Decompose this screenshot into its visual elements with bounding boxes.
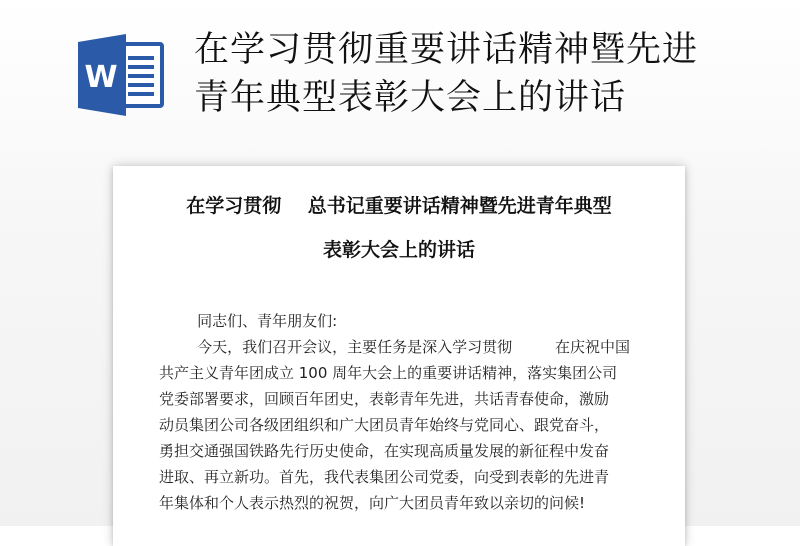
header [0,0,800,150]
document-page [113,166,685,546]
document-title [113,184,685,272]
document-title-line-2: 表彰大会上的讲话 [322,239,475,261]
header-title [194,26,754,122]
header-title-line-2: 青年典型表彰大会上的讲话 [194,78,627,118]
body-line: 动员集团公司各级团组织和广大团员青年始终与党同心、跟党奋斗， [159,416,610,434]
body-line: 今天，我们召开会议，主要任务是深入学习贯彻 在庆祝中国 [159,338,631,356]
body-line: 年集体和个人表示热烈的祝贺，向广大团员青年致以亲切的问候! [159,494,586,512]
body-line: 勇担交通强国铁路先行历史使命，在实现高质量发展的新征程中发奋 [159,442,610,460]
word-icon-letter: W [84,60,118,95]
word-document-icon [76,34,166,116]
body-line: 党委部署要求，回顾百年团史，表彰青年先进，共话青春使命，激励 [159,390,610,408]
body-line: 同志们、青年朋友们: [159,312,338,330]
body-line: 进取、再立新功。首先，我代表集团公司党委，向受到表彰的先进青 [159,468,610,486]
header-title-line-1: 在学习贯彻重要讲话精神暨先进 [194,30,699,70]
document-title-line-1: 在学习贯彻 总书记重要讲话精神暨先进青年典型 [186,195,612,217]
body-line: 共产主义青年团成立 100 周年大会上的重要讲话精神，落实集团公司 [159,364,618,382]
document-body [159,308,645,516]
